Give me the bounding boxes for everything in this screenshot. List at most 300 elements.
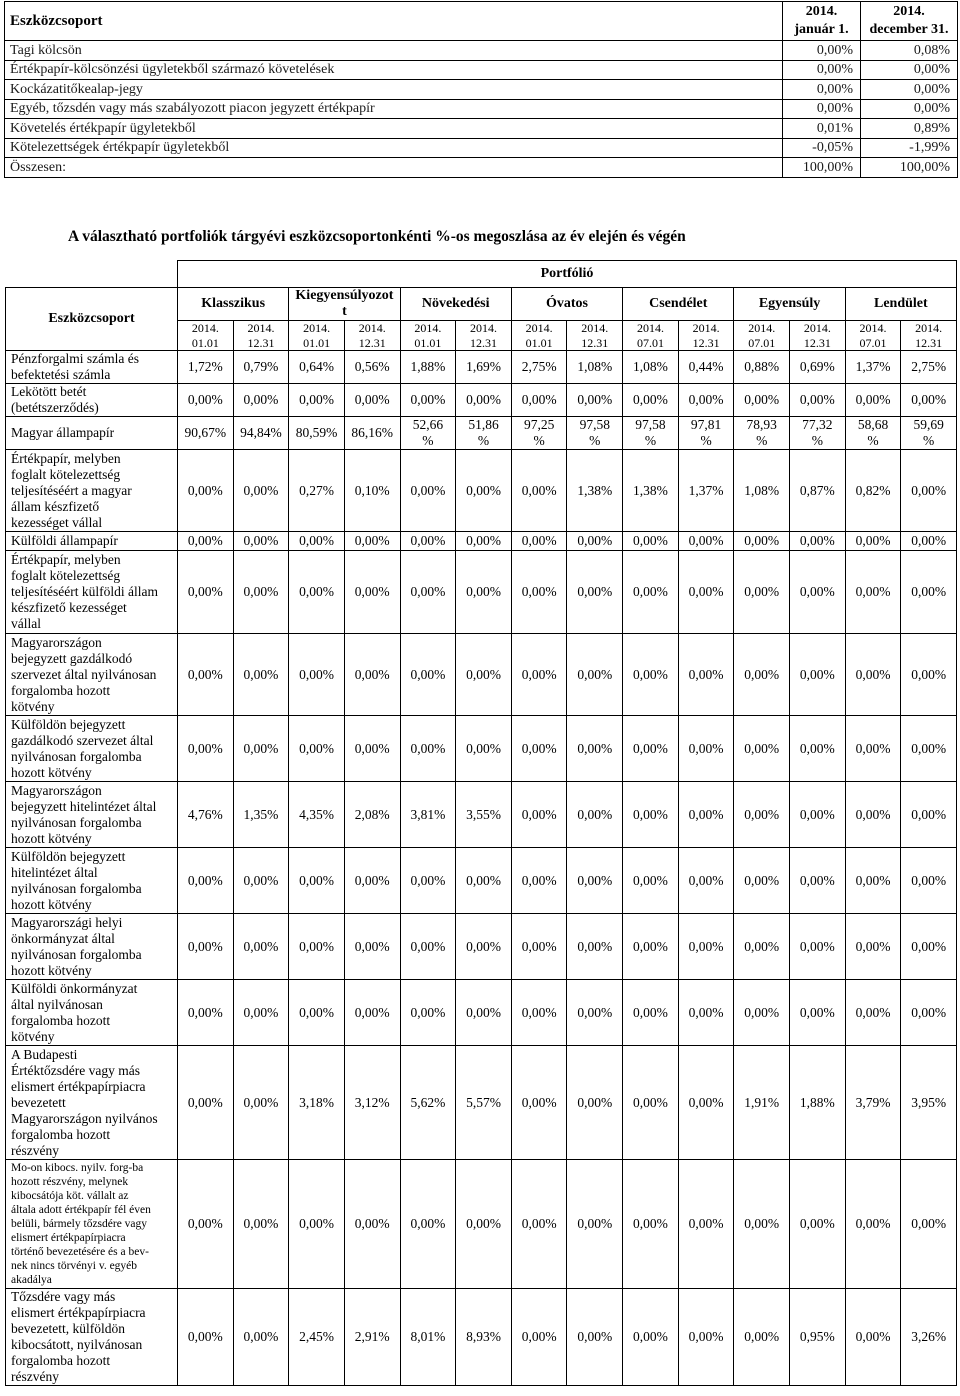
allocation-value: 0,00% [233, 716, 289, 782]
allocation-value: 0,00% [623, 532, 679, 551]
period-date-header: 2014. 12.31 [901, 321, 957, 351]
allocation-value: 1,37% [678, 450, 734, 532]
allocation-value: 0,00% [678, 980, 734, 1046]
allocation-value: 0,00% [861, 99, 958, 119]
allocation-value: 0,00% [456, 980, 512, 1046]
table-row [6, 634, 957, 716]
allocation-value: 0,00% [567, 551, 623, 634]
asset-group-label: Mo-on kibocs. nyilv. forg-ba hozott részvény, melynek kibocsátója köt. vállalt az általa adott értékpapír fél éven belüli, bármely tőzsdére vagy elismert értékpapírpiacra történő bevezetésére és a bev- nek nincs törvényi v. egyéb akadálya [6, 1160, 178, 1289]
period-date-header: 2014. 12.31 [233, 321, 289, 351]
portfolio-name-header: Lendület [845, 288, 956, 321]
allocation-value: 0,00% [845, 1289, 901, 1386]
allocation-value: 0,00% [678, 1160, 734, 1289]
allocation-value: 100,00% [861, 158, 958, 178]
portfolio-names-row [6, 288, 957, 321]
allocation-value: 0,00% [901, 532, 957, 551]
allocation-value: 0,00% [734, 716, 790, 782]
allocation-value: 0,00% [845, 532, 901, 551]
allocation-value: 0,00% [511, 914, 567, 980]
allocation-value: 0,00% [456, 634, 512, 716]
allocation-value: 0,00% [623, 634, 679, 716]
allocation-value: 0,00% [344, 634, 400, 716]
table-row [6, 384, 957, 417]
period-date-header: 2014. 01.01 [511, 321, 567, 351]
table-row [6, 980, 957, 1046]
allocation-value: 0,00% [901, 551, 957, 634]
allocation-value: 0,00% [734, 551, 790, 634]
allocation-value: 3,95% [901, 1046, 957, 1160]
allocation-value: 0,00% [567, 980, 623, 1046]
allocation-value: 0,00% [901, 914, 957, 980]
period-date-header: 2014. 07.01 [845, 321, 901, 351]
allocation-value: 0,00% [178, 450, 234, 532]
allocation-value: -1,99% [861, 138, 958, 158]
allocation-value: 0,00% [567, 532, 623, 551]
allocation-value: 2,08% [344, 782, 400, 848]
allocation-value: 0,00% [178, 634, 234, 716]
allocation-value: 0,00% [456, 848, 512, 914]
allocation-value: 0,00% [790, 914, 846, 980]
allocation-value: 0,00% [734, 980, 790, 1046]
allocation-value: 0,00% [678, 848, 734, 914]
allocation-value: 0,00% [845, 384, 901, 417]
portfolio-name-header: Kiegyensúlyozot t [289, 288, 400, 321]
allocation-value: 0,00% [845, 914, 901, 980]
asset-group-label: Kötelezettségek értékpapír ügyletekből [5, 138, 783, 158]
allocation-value: 1,91% [734, 1046, 790, 1160]
allocation-value: 2,91% [344, 1289, 400, 1386]
allocation-value: 0,00% [678, 634, 734, 716]
allocation-value: 0,00% [456, 384, 512, 417]
allocation-value: 0,00% [456, 532, 512, 551]
allocation-value: 0,00% [783, 80, 861, 100]
allocation-value: 1,72% [178, 351, 234, 384]
period-date-header: 2014. 07.01 [734, 321, 790, 351]
allocation-value: 0,00% [456, 716, 512, 782]
allocation-value: 0,00% [344, 551, 400, 634]
allocation-value: 0,00% [289, 551, 345, 634]
allocation-value: 0,00% [511, 450, 567, 532]
allocation-value: 0,00% [845, 634, 901, 716]
table-row [5, 138, 958, 158]
allocation-value: 0,00% [456, 914, 512, 980]
table-row [6, 914, 957, 980]
allocation-value: 5,62% [400, 1046, 456, 1160]
allocation-value: 0,00% [790, 1160, 846, 1289]
allocation-value: 0,00% [845, 980, 901, 1046]
allocation-value: 0,00% [178, 1289, 234, 1386]
allocation-value: 0,00% [678, 914, 734, 980]
allocation-value: 3,18% [289, 1046, 345, 1160]
asset-group-label: Pénzforgalmi számla és befektetési számla [6, 351, 178, 384]
asset-group-label: Egyéb, tőzsdén vagy más szabályozott piacon jegyzett értékpapír [5, 99, 783, 119]
table-row [6, 450, 957, 532]
allocation-value: 0,00% [511, 848, 567, 914]
header-corner [6, 261, 178, 288]
allocation-value: 0,00% [734, 1289, 790, 1386]
allocation-value: 0,00% [678, 782, 734, 848]
portfolio-name-header: Csendélet [623, 288, 734, 321]
allocation-value: 0,00% [289, 980, 345, 1046]
allocation-value: 0,00% [901, 450, 957, 532]
allocation-value: 0,00% [861, 60, 958, 80]
allocation-value: 0,00% [567, 716, 623, 782]
column-header-asset-group: Eszközcsoport [6, 288, 178, 351]
asset-group-label: Kockázatitőkealap-jegy [5, 80, 783, 100]
allocation-value: 0,00% [623, 848, 679, 914]
table-row [6, 417, 957, 450]
allocation-value: 0,00% [567, 848, 623, 914]
allocation-value: 0,00% [734, 782, 790, 848]
portfolio-header-row [6, 261, 957, 288]
section-title: A választható portfoliók tárgyévi eszközcsoportonkénti %-os megoszlása az év elején és végén [68, 228, 686, 245]
allocation-value: 0,00% [233, 1046, 289, 1160]
allocation-value: 0,00% [567, 1289, 623, 1386]
allocation-value: 0,00% [233, 551, 289, 634]
portfolio-name-header: Növekedési [400, 288, 511, 321]
table-row [6, 551, 957, 634]
allocation-value: 1,88% [400, 351, 456, 384]
allocation-value: 2,75% [901, 351, 957, 384]
allocation-value: 1,69% [456, 351, 512, 384]
allocation-value: 0,00% [567, 1046, 623, 1160]
allocation-value: 5,57% [456, 1046, 512, 1160]
asset-group-label: Értékpapír, melyben foglalt kötelezettség teljesítéséért a magyar állam készfizető kezességet vállal [6, 450, 178, 532]
allocation-value: 0,08% [861, 41, 958, 61]
allocation-value: 0,00% [901, 848, 957, 914]
allocation-value: 0,00% [861, 80, 958, 100]
allocation-value: 0,00% [511, 634, 567, 716]
table-row [5, 99, 958, 119]
allocation-value: 0,56% [344, 351, 400, 384]
table-body [6, 351, 957, 1386]
allocation-value: 0,00% [178, 716, 234, 782]
allocation-value: 1,88% [790, 1046, 846, 1160]
allocation-value: 0,00% [289, 634, 345, 716]
allocation-value: 0,00% [901, 782, 957, 848]
asset-group-label: Magyar állampapír [6, 417, 178, 450]
column-header-asset-group: Eszközcsoport [5, 2, 783, 41]
allocation-value: 0,00% [845, 782, 901, 848]
asset-group-label: Összesen: [5, 158, 783, 178]
allocation-value: 0,00% [511, 1160, 567, 1289]
allocation-value: -0,05% [783, 138, 861, 158]
portfolio-allocation-table [5, 260, 957, 1386]
allocation-value: 0,00% [511, 782, 567, 848]
allocation-value: 0,00% [289, 914, 345, 980]
allocation-value: 0,00% [344, 914, 400, 980]
period-date-header: 2014. 01.01 [289, 321, 345, 351]
allocation-value: 0,00% [344, 980, 400, 1046]
period-date-header: 2014. 01.01 [178, 321, 234, 351]
allocation-value: 0,00% [901, 634, 957, 716]
allocation-value: 0,00% [567, 782, 623, 848]
allocation-value: 4,35% [289, 782, 345, 848]
allocation-value: 0,69% [790, 351, 846, 384]
allocation-value: 0,00% [623, 551, 679, 634]
table-row [5, 119, 958, 139]
allocation-value: 0,00% [845, 716, 901, 782]
allocation-value: 0,00% [233, 914, 289, 980]
allocation-value: 0,00% [233, 532, 289, 551]
allocation-value: 1,08% [623, 351, 679, 384]
allocation-value: 90,67% [178, 417, 234, 450]
allocation-value: 0,00% [845, 848, 901, 914]
allocation-value: 0,00% [178, 384, 234, 417]
allocation-value: 0,00% [623, 1160, 679, 1289]
table-row [5, 60, 958, 80]
allocation-value: 0,00% [400, 980, 456, 1046]
allocation-value: 0,00% [344, 848, 400, 914]
allocation-value: 0,00% [178, 848, 234, 914]
allocation-value: 1,37% [845, 351, 901, 384]
allocation-value: 0,00% [456, 450, 512, 532]
allocation-value: 0,27% [289, 450, 345, 532]
allocation-value: 4,76% [178, 782, 234, 848]
asset-group-label: Tőzsdére vagy más elismert értékpapírpiacra bevezetett, külföldön kibocsátott, nyilvánosan forgalomba hozott részvény [6, 1289, 178, 1386]
allocation-value: 0,00% [783, 60, 861, 80]
allocation-value: 0,00% [511, 716, 567, 782]
allocation-value: 0,00% [233, 848, 289, 914]
allocation-value: 80,59% [289, 417, 345, 450]
column-header-end-date: 2014. december 31. [861, 2, 958, 41]
asset-group-label: Magyarországon bejegyzett gazdálkodó szervezet által nyilvánosan forgalomba hozott kötvény [6, 634, 178, 716]
asset-group-label: Külföldön bejegyzett hitelintézet által nyilvánosan forgalomba hozott kötvény [6, 848, 178, 914]
period-date-header: 2014. 12.31 [678, 321, 734, 351]
allocation-value: 59,69 % [901, 417, 957, 450]
allocation-value: 0,00% [178, 1160, 234, 1289]
allocation-value: 0,00% [790, 384, 846, 417]
allocation-value: 0,00% [790, 716, 846, 782]
allocation-value: 100,00% [783, 158, 861, 178]
allocation-value: 0,00% [344, 532, 400, 551]
allocation-value: 97,58 % [567, 417, 623, 450]
asset-group-label: Követelés értékpapír ügyletekből [5, 119, 783, 139]
allocation-value: 0,00% [178, 914, 234, 980]
table-row [6, 716, 957, 782]
asset-group-label: Magyarországon bejegyzett hitelintézet által nyilvánosan forgalomba hozott kötvény [6, 782, 178, 848]
allocation-value: 1,08% [567, 351, 623, 384]
allocation-value: 0,00% [734, 634, 790, 716]
table-header-row [5, 2, 958, 41]
allocation-value: 3,79% [845, 1046, 901, 1160]
allocation-value: 0,00% [400, 716, 456, 782]
allocation-value: 0,00% [678, 716, 734, 782]
allocation-value: 0,00% [289, 384, 345, 417]
allocation-value: 97,58 % [623, 417, 679, 450]
allocation-value: 0,00% [511, 384, 567, 417]
allocation-value: 0,44% [678, 351, 734, 384]
allocation-value: 0,00% [233, 634, 289, 716]
asset-class-summary-table [4, 1, 958, 178]
allocation-value: 0,00% [233, 1160, 289, 1289]
allocation-value: 0,64% [289, 351, 345, 384]
allocation-value: 0,00% [567, 914, 623, 980]
allocation-value: 0,00% [178, 551, 234, 634]
allocation-value: 3,26% [901, 1289, 957, 1386]
period-date-header: 2014. 12.31 [790, 321, 846, 351]
allocation-value: 0,00% [678, 384, 734, 417]
allocation-value: 0,00% [344, 384, 400, 417]
asset-group-label: Tagi kölcsön [5, 41, 783, 61]
asset-group-label: Értékpapír-kölcsönzési ügyletekből származó követelések [5, 60, 783, 80]
allocation-value: 1,38% [567, 450, 623, 532]
period-date-header: 2014. 12.31 [344, 321, 400, 351]
allocation-value: 0,00% [790, 980, 846, 1046]
allocation-value: 0,00% [567, 384, 623, 417]
allocation-value: 0,00% [178, 980, 234, 1046]
table-row [6, 848, 957, 914]
portfolio-name-header: Egyensúly [734, 288, 845, 321]
allocation-value: 0,10% [344, 450, 400, 532]
allocation-value: 0,79% [233, 351, 289, 384]
table-row [6, 1160, 957, 1289]
allocation-value: 0,00% [623, 1289, 679, 1386]
allocation-value: 0,00% [734, 1160, 790, 1289]
allocation-value: 0,00% [511, 551, 567, 634]
allocation-value: 0,00% [456, 551, 512, 634]
allocation-value: 58,68 % [845, 417, 901, 450]
allocation-value: 0,00% [623, 914, 679, 980]
allocation-value: 94,84% [233, 417, 289, 450]
allocation-value: 2,45% [289, 1289, 345, 1386]
allocation-value: 0,00% [567, 634, 623, 716]
allocation-value: 97,25 % [511, 417, 567, 450]
allocation-value: 0,00% [233, 450, 289, 532]
allocation-value: 0,00% [623, 782, 679, 848]
allocation-value: 1,35% [233, 782, 289, 848]
allocation-value: 0,00% [289, 716, 345, 782]
allocation-value: 0,00% [623, 384, 679, 417]
allocation-value: 77,32 % [790, 417, 846, 450]
table-row [5, 158, 958, 178]
allocation-value: 0,00% [400, 384, 456, 417]
allocation-value: 0,00% [233, 980, 289, 1046]
allocation-value: 0,00% [790, 634, 846, 716]
period-date-header: 2014. 01.01 [400, 321, 456, 351]
allocation-value: 0,00% [623, 980, 679, 1046]
allocation-value: 0,00% [456, 1160, 512, 1289]
allocation-value: 86,16% [344, 417, 400, 450]
allocation-value: 3,81% [400, 782, 456, 848]
allocation-value: 3,55% [456, 782, 512, 848]
asset-group-label: Magyarországi helyi önkormányzat által nyilvánosan forgalomba hozott kötvény [6, 914, 178, 980]
allocation-value: 0,00% [845, 1160, 901, 1289]
allocation-value: 8,01% [400, 1289, 456, 1386]
allocation-value: 0,00% [678, 532, 734, 551]
allocation-value: 0,00% [734, 848, 790, 914]
asset-group-label: Lekötött betét (betétszerződés) [6, 384, 178, 417]
allocation-value: 0,00% [289, 848, 345, 914]
asset-group-label: Külföldi állampapír [6, 532, 178, 551]
allocation-value: 1,38% [623, 450, 679, 532]
table-row [5, 41, 958, 61]
allocation-value: 0,00% [400, 551, 456, 634]
allocation-value: 0,00% [901, 1160, 957, 1289]
allocation-value: 0,00% [233, 1289, 289, 1386]
allocation-value: 0,00% [289, 532, 345, 551]
allocation-value: 0,00% [344, 1160, 400, 1289]
asset-group-label: Külföldi önkormányzat által nyilvánosan forgalomba hozott kötvény [6, 980, 178, 1046]
allocation-value: 0,00% [623, 1046, 679, 1160]
table-body [5, 41, 958, 178]
allocation-value: 0,00% [511, 1289, 567, 1386]
allocation-value: 3,12% [344, 1046, 400, 1160]
allocation-value: 1,08% [734, 450, 790, 532]
allocation-value: 8,93% [456, 1289, 512, 1386]
period-date-header: 2014. 12.31 [567, 321, 623, 351]
table-row [6, 532, 957, 551]
allocation-value: 0,00% [511, 980, 567, 1046]
allocation-value: 0,00% [790, 551, 846, 634]
allocation-value: 0,88% [734, 351, 790, 384]
allocation-value: 0,00% [790, 782, 846, 848]
allocation-value: 78,93 % [734, 417, 790, 450]
allocation-value: 0,00% [400, 634, 456, 716]
allocation-value: 0,00% [734, 384, 790, 417]
allocation-value: 0,00% [400, 450, 456, 532]
period-date-header: 2014. 07.01 [623, 321, 679, 351]
allocation-value: 0,00% [783, 41, 861, 61]
allocation-value: 0,00% [623, 716, 679, 782]
allocation-value: 0,82% [845, 450, 901, 532]
allocation-value: 2,75% [511, 351, 567, 384]
allocation-value: 0,00% [400, 914, 456, 980]
allocation-value: 97,81 % [678, 417, 734, 450]
allocation-value: 0,00% [400, 532, 456, 551]
asset-group-label: Értékpapír, melyben foglalt kötelezettség teljesítéséért külföldi állam készfizető kezességet vállal [6, 551, 178, 634]
allocation-value: 0,00% [901, 716, 957, 782]
allocation-value: 0,01% [783, 119, 861, 139]
table-row [6, 1046, 957, 1160]
allocation-value: 0,00% [790, 532, 846, 551]
allocation-value: 0,00% [400, 848, 456, 914]
allocation-value: 0,00% [901, 384, 957, 417]
column-header-start-date: 2014. január 1. [783, 2, 861, 41]
allocation-value: 0,00% [783, 99, 861, 119]
allocation-value: 0,00% [790, 848, 846, 914]
allocation-value: 0,00% [511, 532, 567, 551]
allocation-value: 0,87% [790, 450, 846, 532]
allocation-value: 0,95% [790, 1289, 846, 1386]
allocation-value: 0,00% [734, 914, 790, 980]
table-row [6, 782, 957, 848]
allocation-value: 0,00% [178, 532, 234, 551]
allocation-value: 0,89% [861, 119, 958, 139]
table-row [6, 1289, 957, 1386]
allocation-value: 0,00% [233, 384, 289, 417]
portfolio-name-header: Klasszikus [178, 288, 289, 321]
allocation-value: 0,00% [344, 716, 400, 782]
allocation-value: 0,00% [178, 1046, 234, 1160]
portfolio-group-header: Portfólió [178, 261, 957, 288]
asset-group-label: A Budapesti Értéktőzsdére vagy más elismert értékpapírpiacra bevezetett Magyarországon nyilvános forgalomba hozott részvény [6, 1046, 178, 1160]
allocation-value: 0,00% [734, 532, 790, 551]
period-date-header: 2014. 12.31 [456, 321, 512, 351]
allocation-value: 0,00% [567, 1160, 623, 1289]
allocation-value: 0,00% [678, 1046, 734, 1160]
portfolio-name-header: Óvatos [511, 288, 622, 321]
table-row [6, 351, 957, 384]
allocation-value: 0,00% [678, 1289, 734, 1386]
allocation-value: 0,00% [400, 1160, 456, 1289]
table-row [5, 80, 958, 100]
allocation-value: 0,00% [901, 980, 957, 1046]
allocation-value: 0,00% [511, 1046, 567, 1160]
allocation-value: 0,00% [845, 551, 901, 634]
allocation-value: 0,00% [289, 1160, 345, 1289]
allocation-value: 52,66 % [400, 417, 456, 450]
